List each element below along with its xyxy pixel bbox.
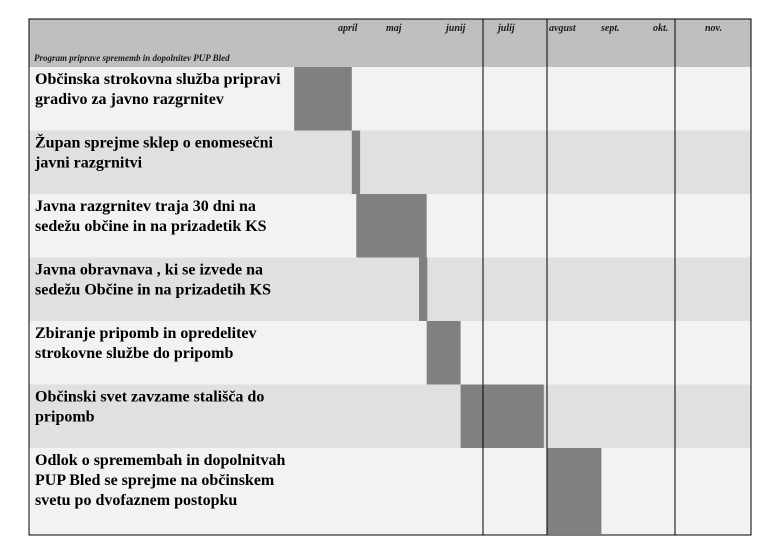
month-label: sept. xyxy=(601,23,620,34)
task-bar xyxy=(356,194,426,258)
task-label-line: PUP Bled se sprejme na občinskem xyxy=(35,472,275,489)
task-label-line: Zbiranje pripomb in opredelitev xyxy=(35,325,257,342)
task-label-line: Župan sprejme sklep o enomesečni xyxy=(35,134,273,152)
task-label-line: strokovne službe do pripomb xyxy=(35,345,234,362)
task-label-line: Javna obravnava , ki se izvede na xyxy=(35,261,264,279)
month-label: april xyxy=(338,23,358,34)
task-bar xyxy=(419,258,427,322)
task-label-line: sedežu Občine in na prizadetih KS xyxy=(35,281,272,299)
month-label: avgust xyxy=(549,23,576,34)
task-label-line: javni razgrnitvi xyxy=(35,154,143,172)
task-label-line: pripomb xyxy=(35,408,95,426)
month-label: maj xyxy=(386,23,402,34)
task-label-line: Občinski svet zavzame stališča do xyxy=(35,388,265,406)
task-label-line: Javna razgrnitev traja 30 dni na xyxy=(35,198,256,215)
month-label: julij xyxy=(498,23,515,34)
task-label-line: sedežu občine in na prizadetik KS xyxy=(35,218,267,235)
task-label-line: Odlok o spremembah in dopolnitvah xyxy=(35,452,286,469)
task-bar xyxy=(427,321,461,385)
task-bar xyxy=(461,385,544,449)
program-label: Program priprave sprememb in dopolnitev PUP Bled xyxy=(34,53,230,63)
task-bar xyxy=(294,67,352,131)
task-label-line: gradivo za javno razgrnitev xyxy=(35,91,224,108)
task-label-line: Občinska strokovna služba pripravi xyxy=(35,71,281,88)
month-label: nov. xyxy=(705,23,723,34)
month-label: okt. xyxy=(653,23,669,34)
task-bar xyxy=(352,131,360,195)
month-label: junij xyxy=(446,23,466,34)
task-bar xyxy=(547,448,601,534)
task-label-line: svetu po dvofaznem postopku xyxy=(35,492,238,509)
